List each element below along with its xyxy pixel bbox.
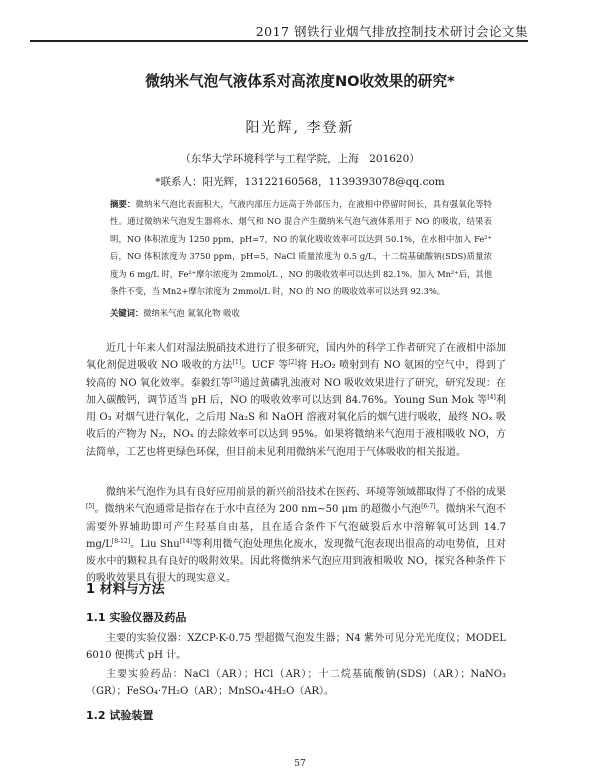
- citation: [5]: [86, 503, 95, 511]
- section-heading-1: 1 材料与方法: [86, 582, 165, 597]
- p1-text-b: 。UCF 等: [241, 360, 289, 372]
- section-heading-1-1: 1.1 实验仪器及药品: [86, 611, 187, 624]
- reagents-paragraph: 主要实验药品：NaCl（AR）；HCl（AR）；十二烷基硫酸钠(SDS)（AR）；NaNO₃（GR）；FeSO₄·7H₂O（AR）；MnSO₄·4H₂O（AR）。: [86, 669, 506, 698]
- citation: [6-7]: [421, 503, 436, 511]
- citation: [2]: [288, 359, 297, 367]
- instruments-paragraph: 主要的实验仪器：XZCP-K-0.75 型超微气泡发生器；N4 紫外可见分光光度仪；MODEL 6010 便携式 pH 计。: [86, 633, 506, 662]
- p2-text-e: 等利用微气泡处理焦化废水，发现微气泡表现出很高的动电势值，且对废水中的颗粒具有良好的吸附效果。因此将微纳米气泡应用到液相吸收 NO，探究各种条件下的吸收效果具有很大的现实意义。: [86, 538, 506, 585]
- citation: [1]: [232, 359, 242, 367]
- p2-text-d: 。Liu Shu: [130, 538, 180, 550]
- running-header: [30, 18, 528, 42]
- p1-text-e: 利用 O₃ 对烟气进行氧化，之后用 Na₂S 和 NaOH 溶液对氧化后的烟气进行吸收，最终 NOₓ 吸收后的产物为 N₂，NOₓ 的去除效率可以达到 95%。如果将微纳米气泡用于液相吸收 NO，方法简单，工艺也将更绿色环保，但目前未见利用微纳米气泡用于气体吸收的相关报道。: [86, 394, 506, 458]
- p2-text-c: 。微纳米气泡不需要外界辅助即可产生羟基自由基，且在适合条件下气泡破裂后水中溶解氧可达到 14.7 mg/L: [86, 504, 507, 550]
- citation: [3]: [231, 376, 240, 384]
- paper-title: 微纳米气泡气液体系对高浓度NO收效果的研究*: [145, 73, 455, 90]
- intro-paragraph-2: [86, 484, 506, 588]
- keywords-label: 关键词：: [110, 308, 144, 318]
- citation: [8-12]: [111, 537, 131, 545]
- keywords-text: 微纳米气泡 氮氧化物 吸收: [143, 308, 240, 318]
- intro-paragraph-1: [86, 340, 506, 461]
- section-heading-1-2: 1.2 试验装置: [86, 709, 154, 722]
- p1-text-d: 通过黄磷乳浊液对 NO 吸收效果进行了研究，研究发现：在加入碳酸钙，调节适当 pH 后，NO 的吸收效率可以达到 84.76%。Young Sun Mok 等: [86, 377, 506, 406]
- p2-text-b: 。微纳米气泡通常是指存在于水中直径为 200 nm~50 μm 的超微小气泡: [94, 504, 422, 516]
- p2-text-a: 微纳米气泡作为具有良好应用前景的新兴前沿技术在医药、环境等领域都取得了不俗的成果: [106, 487, 506, 498]
- citation: [14]: [179, 537, 192, 545]
- page-number: 57: [294, 759, 306, 769]
- abstract-text: 微纳米气泡比表面积大，气液内部压力远高于外部压力，在液相中停留时间长，具有强氧化等特性。通过微纳米气泡发生器将水、烟气和 NO 混合产生微纳米气泡气液体系用于 NO 的吸收，结果表明，NO 体积浓度为 1250 ppm，pH=7，NO 的氧化吸收效率可以达到 50.1%，在水相中加入 Fe²⁺后，NO 体积浓度为 3750 ppm，pH=5，NaCl 质量浓度为 0.5 g/L，十二烷基硫酸钠(SDS)质量浓度为 6 mg/L 时，Fe²⁺摩尔浓度为 2mmol/L ，NO 的吸收效率可以达到 82.1%。加入 Mn²⁺后，其他条件不变，当 Mn2+摩尔浓度为 2mmol/L 时，NO 的 NO 的吸收效率可以达到 92.3%。: [110, 199, 492, 297]
- paper-contact: *联系人：阳光辉，13122160568，1139393078@qq.com: [155, 176, 445, 188]
- abstract-label: 摘要：: [110, 199, 136, 209]
- paper-authors: 阳光辉, 李登新: [245, 120, 355, 136]
- keywords: [110, 307, 240, 319]
- p1-text-c: 将 H₂O₂ 喷射到有 NO 氨困的空气中，得到了较高的 NO 氧化效率。泰毅红等: [86, 360, 506, 389]
- paper-affiliation: （东华大学环境科学与工程学院，上海 201620）: [180, 153, 420, 165]
- citation: [4]: [487, 393, 496, 401]
- abstract: [110, 196, 492, 300]
- p1-text-a: 近几十年来人们对湿法脱硝技术进行了很多研究，国内外的科学工作者研究了在液相中添加氧化剂促进吸收 NO 吸收的方法: [86, 343, 506, 372]
- running-header-text: 2017 钢铁行业烟气排放控制技术研讨会论文集: [255, 24, 528, 39]
